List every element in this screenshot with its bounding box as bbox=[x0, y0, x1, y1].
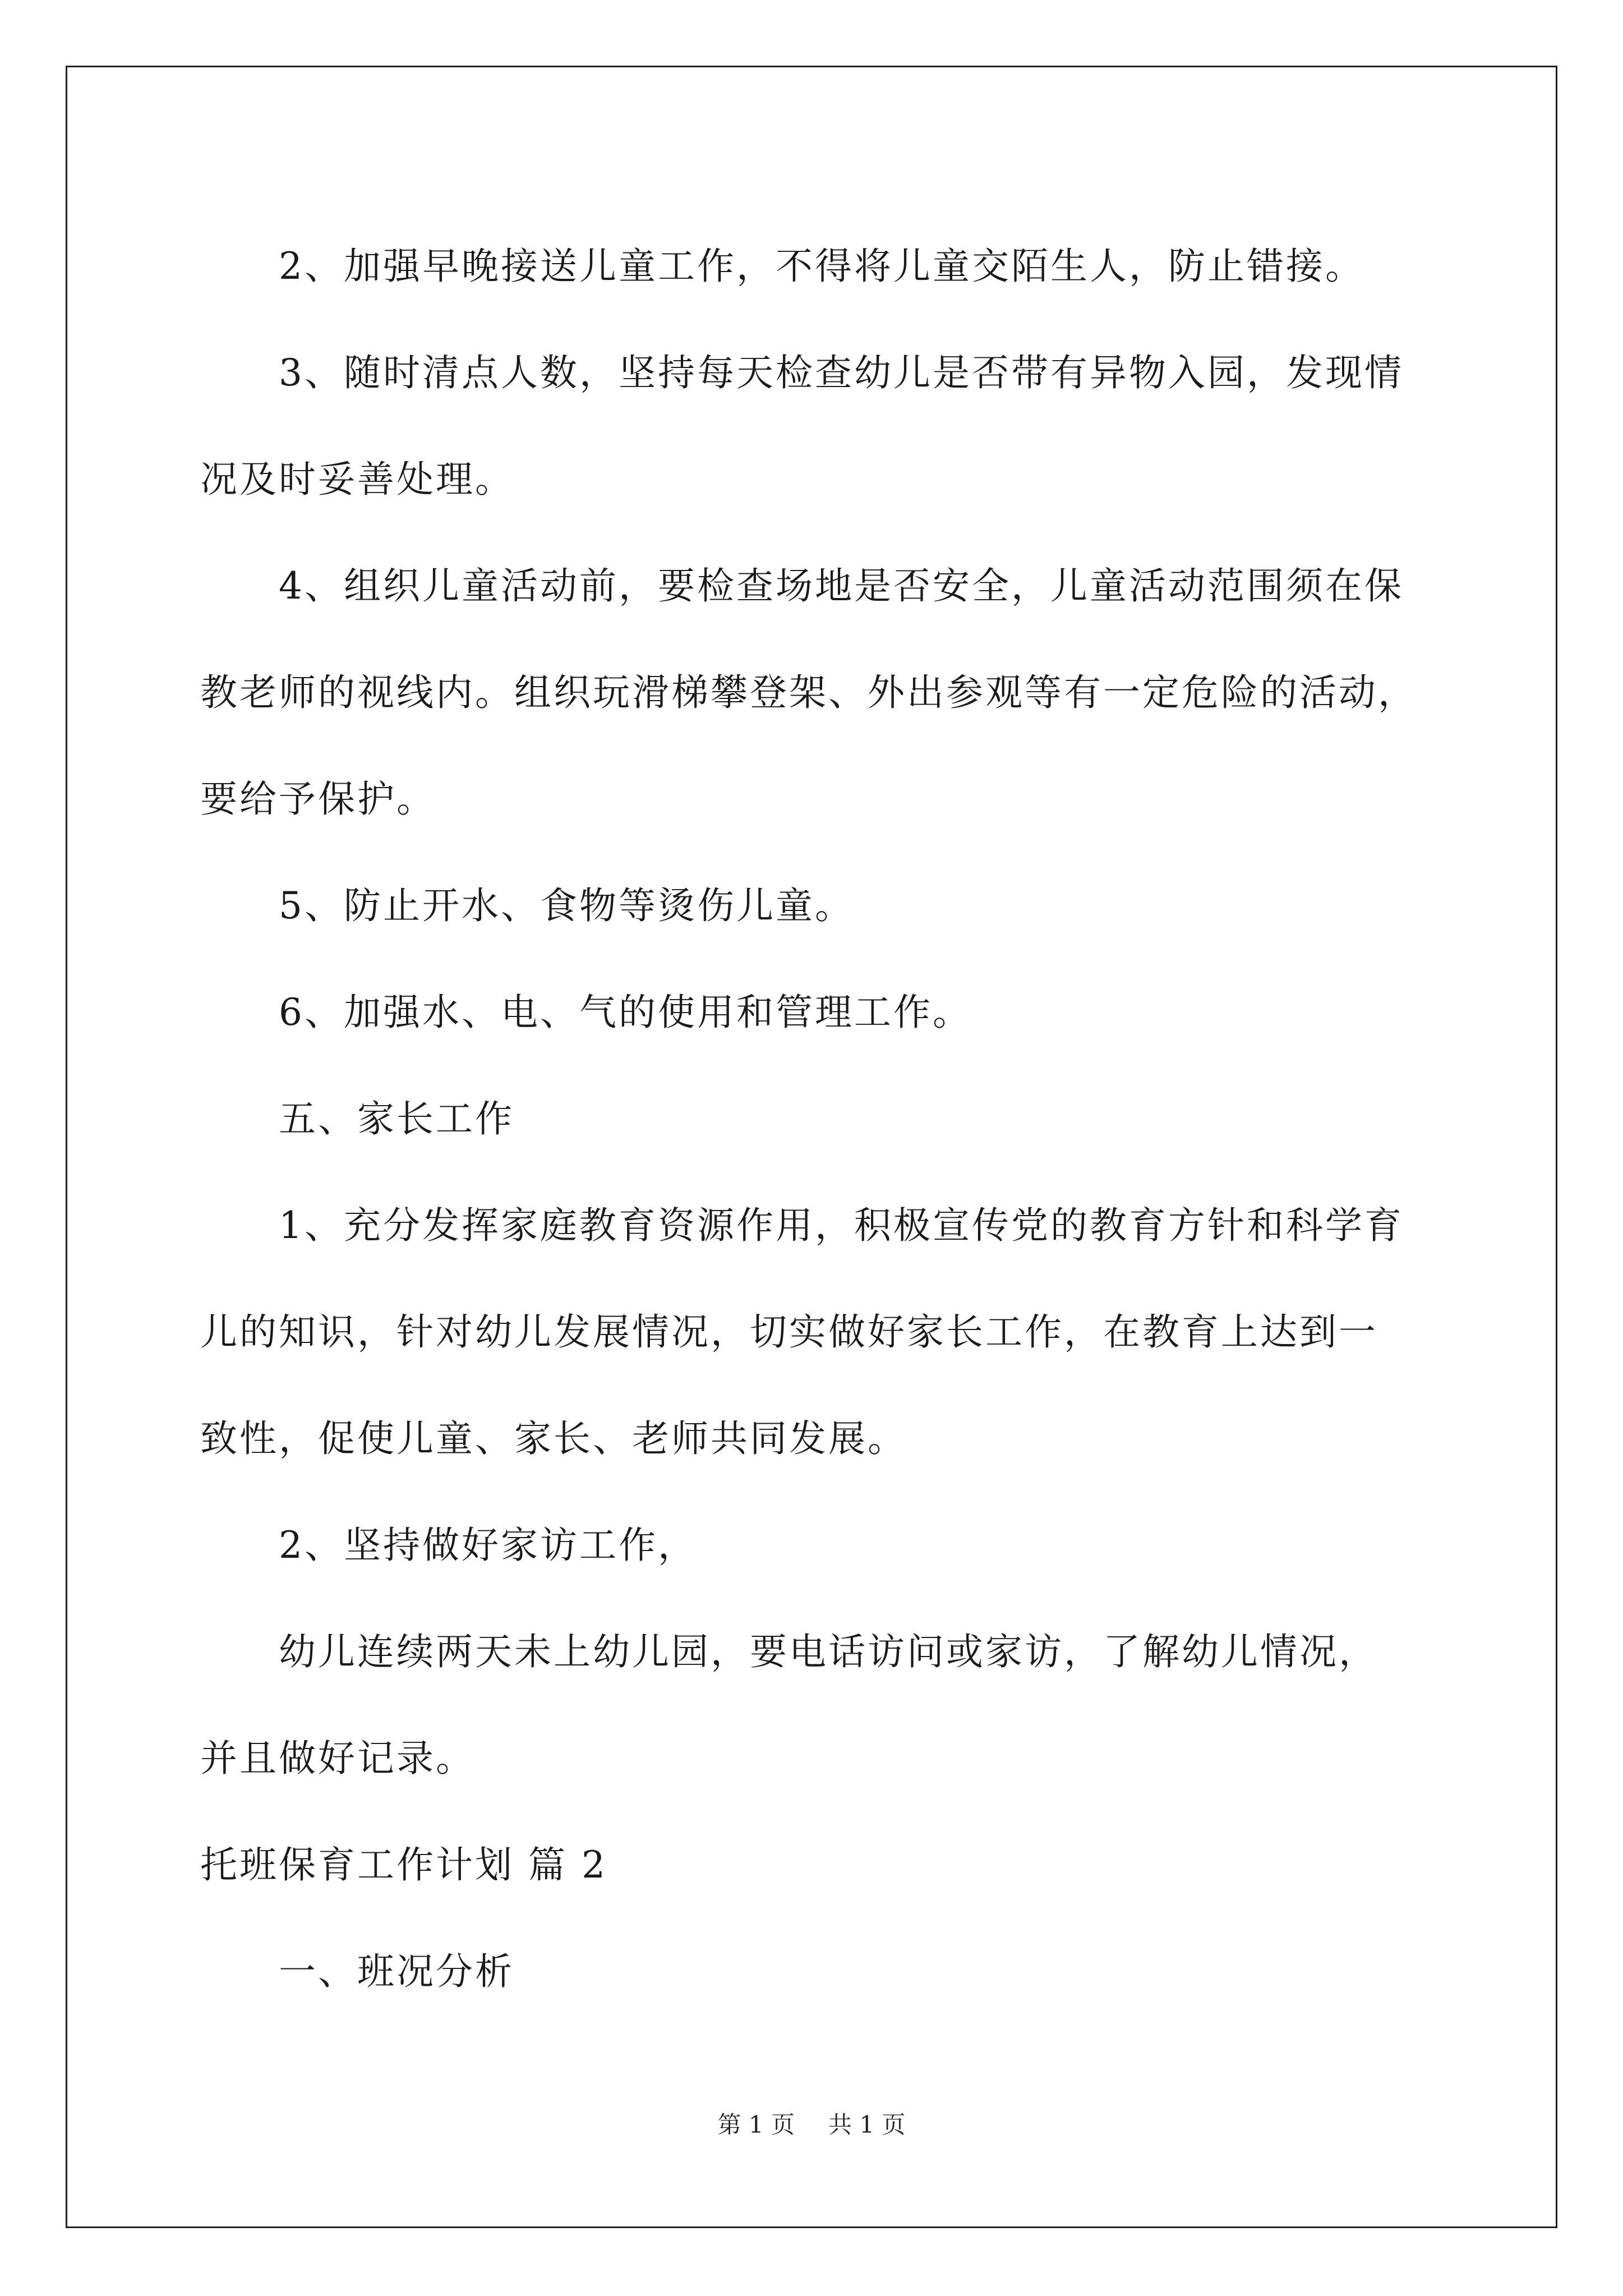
document-body bbox=[200, 213, 1428, 2025]
paragraph-line: 要给予保护。 bbox=[200, 777, 436, 821]
paragraph-line: 2、坚持做好家访工作， bbox=[279, 1524, 697, 1567]
paragraph-line: 幼儿连续两天未上幼儿园，要电话访问或家访，了解幼儿情况， bbox=[279, 1630, 1378, 1673]
page-footer bbox=[0, 2108, 1623, 2142]
document-title: 托班保育工作计划 篇 2 bbox=[200, 1843, 607, 1887]
paragraph-line: 5、防止开水、食物等烫伤儿童。 bbox=[279, 884, 854, 927]
paragraph-line: 6、加强水、电、气的使用和管理工作。 bbox=[279, 991, 972, 1034]
paragraph-line: 1、充分发挥家庭教育资源作用，积极宣传党的教育方针和科学育 bbox=[279, 1204, 1404, 1247]
paragraph-line: 3、随时清点人数，坚持每天检查幼儿是否带有异物入园，发现情 bbox=[279, 351, 1404, 394]
paragraph-line: 致性，促使儿童、家长、老师共同发展。 bbox=[200, 1417, 907, 1460]
paragraph-line: 况及时妥善处理。 bbox=[200, 458, 514, 501]
page-total: 共 1 页 bbox=[828, 2111, 906, 2138]
page-number: 第 1 页 bbox=[717, 2111, 795, 2138]
paragraph-line: 4、组织儿童活动前，要检查场地是否安全，儿童活动范围须在保 bbox=[279, 564, 1404, 608]
section-heading: 五、家长工作 bbox=[279, 1097, 514, 1140]
paragraph-line: 儿的知识，针对幼儿发展情况，切实做好家长工作，在教育上达到一 bbox=[200, 1310, 1378, 1354]
section-heading: 一、班况分析 bbox=[279, 1950, 514, 1993]
paragraph-line: 2、加强早晚接送儿童工作，不得将儿童交陌生人，防止错接。 bbox=[279, 245, 1364, 288]
paragraph-line: 并且做好记录。 bbox=[200, 1737, 475, 1780]
paragraph-line: 教老师的视线内。组织玩滑梯攀登架、外出参观等有一定危险的活动， bbox=[200, 671, 1417, 714]
